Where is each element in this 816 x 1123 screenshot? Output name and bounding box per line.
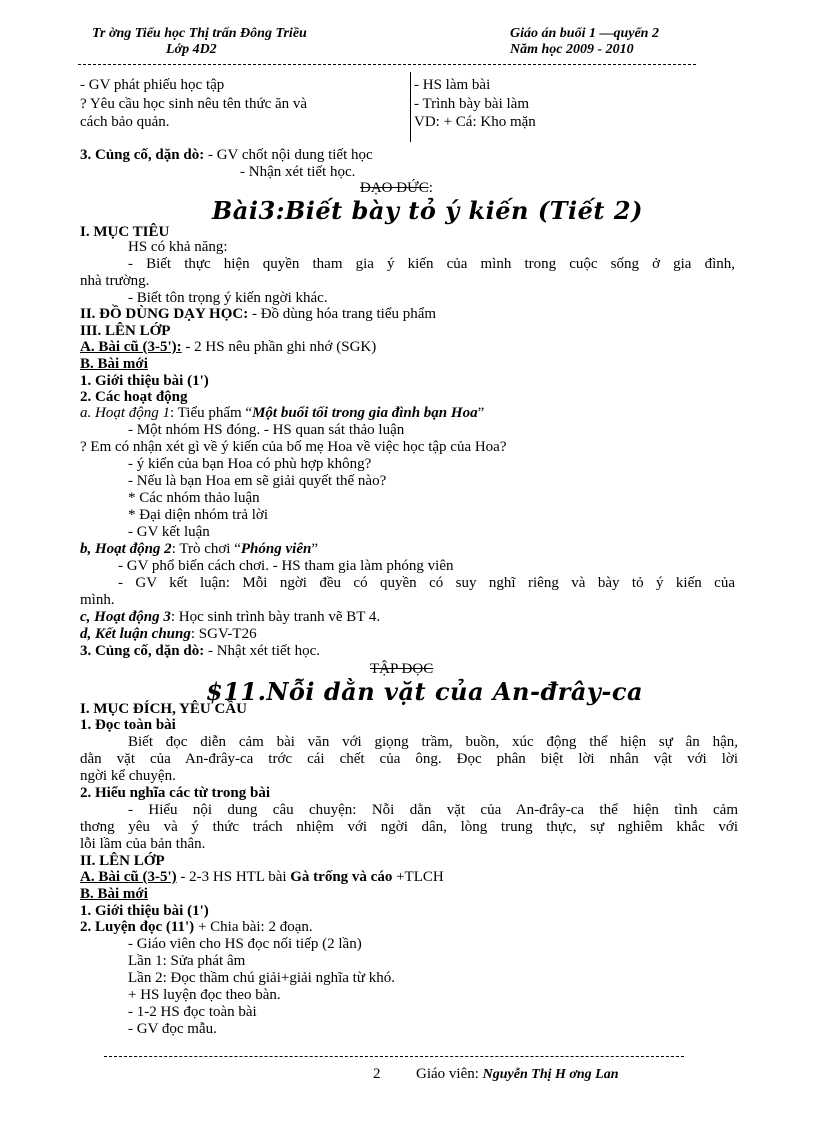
daoduc-hd2-title: Phóng viên — [240, 541, 312, 557]
daoduc-subject — [360, 180, 433, 197]
footer-teacher — [416, 1066, 619, 1083]
daoduc-dodung-label: II. ĐỒ DÙNG DẠY HỌC: — [80, 306, 249, 322]
tapdoc-r4: + HS luyện đọc theo bàn. — [128, 987, 281, 1003]
tapdoc-subject: TẬP ĐỌC — [370, 661, 434, 677]
cungco-text1: - GV chốt nội dung tiết học — [207, 147, 373, 163]
tapdoc-r6: - GV đọc mẫu. — [128, 1021, 217, 1037]
daoduc-hd2-text: : Trò chơi “ — [171, 541, 241, 557]
tapdoc-r2: Lần 1: Sửa phát âm — [128, 953, 246, 969]
tapdoc-doc: 1. Đọc toàn bài — [80, 717, 176, 733]
tapdoc-baicu-text: - 2-3 HS HTL bài — [180, 869, 287, 885]
daoduc-l6: * Đại diện nhóm trả lời — [128, 507, 268, 523]
daoduc-hd1-end: ” — [477, 405, 485, 421]
daoduc-baimoi: B. Bài mới — [80, 356, 148, 372]
daoduc-mt1: HS có khả năng: — [128, 239, 228, 255]
daoduc-baicu-label: A. Bài cũ (3-5'): — [80, 339, 182, 355]
tapdoc-r3: Lần 2: Đọc thầm chú giải+giải nghĩa từ khó. — [128, 970, 395, 986]
daoduc-kl-label: d, Kết luận chung — [80, 626, 191, 642]
daoduc-cc — [80, 643, 320, 660]
tapdoc-title: $11.Nỗi dằn vặt của An-đrây-ca — [206, 677, 643, 706]
daoduc-subject-text: ĐẠO ĐỨC — [360, 180, 429, 196]
daoduc-hd2 — [80, 541, 318, 558]
daoduc-l2: ? Em có nhận xét gì về ý kiến của bố mẹ Hoa về việc học tập của Hoa? — [80, 439, 507, 455]
tapdoc-p2c: lỗi lầm của bản thân. — [80, 836, 206, 852]
tapdoc-baicu — [80, 869, 444, 886]
daoduc-hd1-title: Một buổi tối trong gia đình bạn Hoa — [252, 405, 478, 421]
daoduc-cc-text: - Nhật xét tiết học. — [207, 643, 320, 659]
tapdoc-luyendoc — [80, 919, 313, 936]
tapdoc-p1b: dằn vặt của An-đrây-ca trớc cái chết của ông. Đọc phân biệt lời nhân vật với lời — [80, 751, 738, 767]
daoduc-cc-label: 3. Củng cố, dặn dò: — [80, 643, 205, 659]
table-divider — [410, 72, 411, 142]
tapdoc-luyendoc-label: 2. Luyện đọc (11') — [80, 919, 195, 935]
daoduc-baicu-text: - 2 HS nêu phần ghi nhớ (SGK) — [185, 339, 377, 355]
table-left-3: cách bảo quản. — [80, 114, 170, 130]
header-year: Năm học 2009 - 2010 — [510, 42, 634, 57]
tapdoc-luyendoc-text: + Chia bài: 2 đoạn. — [197, 919, 313, 935]
table-left-2: ? Yêu cầu học sinh nêu tên thức ăn và — [80, 96, 308, 112]
table-right-3: VD: + Cá: Kho mặn — [414, 114, 536, 130]
daoduc-colon: : — [428, 180, 433, 196]
footer-page-number: 2 — [373, 1066, 381, 1082]
header-plan: Giáo án buổi 1 —quyển 2 — [510, 26, 659, 41]
daoduc-dodung-text: - Đồ dùng hóa trang tiểu phẩm — [251, 306, 437, 322]
tapdoc-baimoi: B. Bài mới — [80, 886, 148, 902]
daoduc-gioithieu: 1. Giới thiệu bài (1') — [80, 373, 209, 389]
daoduc-cachd: 2. Các hoạt động — [80, 389, 188, 405]
tapdoc-r1: - Giáo viên cho HS đọc nối tiếp (2 lần) — [128, 936, 362, 952]
daoduc-hd3-label: c, Hoạt động 3 — [80, 609, 171, 625]
cungco-line2: - Nhận xét tiết học. — [240, 164, 356, 180]
footer-teacher-name: Nguyễn Thị H ơng Lan — [482, 1067, 619, 1082]
tapdoc-p1c: ngời kể chuyện. — [80, 768, 176, 784]
tapdoc-lenlop: II. LÊN LỚP — [80, 853, 165, 869]
header-school: Tr ờng Tiểu học Thị trấn Đông Triều — [92, 26, 307, 41]
daoduc-hd2-label: b, Hoạt động 2 — [80, 541, 172, 557]
header-divider — [78, 64, 696, 65]
daoduc-baicu — [80, 339, 376, 356]
daoduc-l5: * Các nhóm thảo luận — [128, 490, 260, 506]
header-class: Lớp 4D2 — [166, 42, 217, 57]
daoduc-hd1-label: a. Hoạt động 1 — [80, 405, 170, 421]
daoduc-l1: - Một nhóm HS đóng. - HS quan sát thảo luận — [128, 422, 405, 438]
daoduc-hd2-end: ” — [311, 541, 318, 557]
daoduc-hd3 — [80, 609, 380, 626]
tapdoc-gioithieu: 1. Giới thiệu bài (1') — [80, 903, 209, 919]
footer-teacher-label: Giáo viên: — [416, 1066, 479, 1082]
tapdoc-p2a: - Hiểu nội dung câu chuyện: Nỗi dằn vặt của An-đrây-ca thể hiện tình cảm — [128, 802, 738, 818]
daoduc-hd3-text: : Học sinh trình bày tranh vẽ BT 4. — [170, 609, 381, 625]
footer-divider — [104, 1056, 684, 1057]
tapdoc-baicu-label: A. Bài cũ (3-5') — [80, 869, 177, 885]
tapdoc-mucdich: I. MỤC ĐÍCH, YÊU CẦU — [80, 701, 247, 717]
table-left-1: - GV phát phiếu học tập — [80, 77, 225, 93]
daoduc-l9a: - GV kết luận: Mỗi ngời đều có quyền có suy nghĩ riêng và bày tỏ ý kiến của — [118, 575, 735, 591]
tapdoc-p1a: Biết đọc diễn cảm bài văn với giọng trầm, buồn, xúc động thể hiện sự ân hận, — [128, 734, 738, 750]
table-right-2: - Trình bày bài làm — [414, 96, 529, 112]
tapdoc-r5: - 1-2 HS đọc toàn bài — [128, 1004, 257, 1020]
table-right-1: - HS làm bài — [414, 77, 491, 93]
daoduc-mt2a: - Biết thực hiện quyền tham gia ý kiến của mình trong cuộc sống ở gia đình, — [128, 256, 735, 272]
cungco-line1 — [80, 147, 373, 164]
daoduc-lenlop: III. LÊN LỚP — [80, 323, 171, 339]
daoduc-l9b: mình. — [80, 592, 115, 608]
daoduc-muctieu: I. MỤC TIÊU — [80, 224, 170, 240]
daoduc-hd1 — [80, 405, 484, 422]
daoduc-hd1-text: : Tiểu phẩm “ — [170, 405, 253, 421]
daoduc-mt3: - Biết tôn trọng ý kiến ngời khác. — [128, 290, 328, 306]
daoduc-l7: - GV kết luận — [128, 524, 210, 540]
tapdoc-hieu: 2. Hiểu nghĩa các từ trong bài — [80, 785, 270, 801]
daoduc-mt2b: nhà trường. — [80, 273, 150, 289]
tapdoc-baicu-end: +TLCH — [396, 869, 444, 885]
cungco-label: 3. Củng cố, dặn dò: — [80, 147, 205, 163]
daoduc-l3: - ý kiến của bạn Hoa có phù hợp không? — [128, 456, 372, 472]
daoduc-kl — [80, 626, 257, 643]
daoduc-dodung — [80, 306, 436, 323]
daoduc-kl-text: : SGV-T26 — [190, 626, 257, 642]
daoduc-l8: - GV phổ biến cách chơi. - HS tham gia làm phóng viên — [118, 558, 454, 574]
tapdoc-baicu-bold: Gà trống và cáo — [290, 869, 393, 885]
daoduc-l4: - Nếu là bạn Hoa em sẽ giải quyết thế nào? — [128, 473, 387, 489]
tapdoc-p2b: thơng yêu và ý thức trách nhiệm với ngời dân, lòng trung thực, sự nghiêm khắc với — [80, 819, 738, 835]
daoduc-title: Bài3:Biết bày tỏ ý kiến (Tiết 2) — [212, 196, 643, 225]
